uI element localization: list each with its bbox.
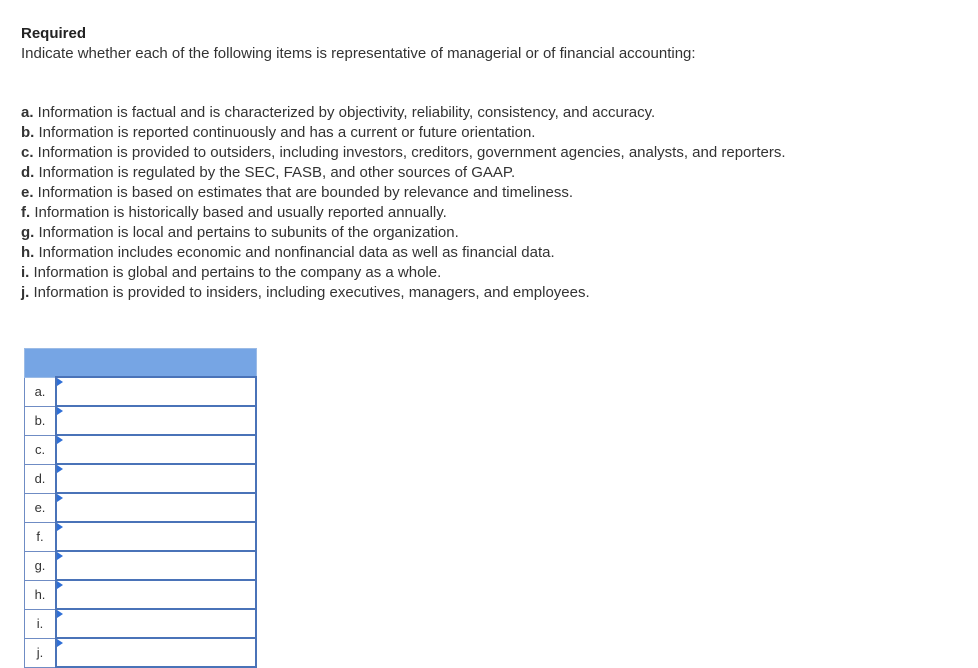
answer-row: [25, 551, 257, 580]
row-label: d.: [25, 464, 57, 493]
answer-dropdown-g[interactable]: [56, 551, 256, 580]
item-text: Information is reported continuously and has a current or future orientation.: [34, 124, 536, 141]
item-c: [21, 143, 786, 163]
item-letter: h.: [21, 244, 35, 261]
row-label: j.: [25, 638, 57, 667]
required-heading: Required: [21, 25, 87, 42]
answer-table-header-row: [25, 349, 257, 378]
answer-dropdown-f[interactable]: [56, 522, 256, 551]
answer-dropdown-j[interactable]: [56, 638, 256, 667]
dropdown-indicator-icon: [57, 494, 63, 502]
answer-row: [25, 522, 257, 551]
dropdown-indicator-icon: [57, 581, 63, 589]
row-label: h.: [25, 580, 57, 609]
item-text: Information is factual and is characterized by objectivity, reliability, consistency, and accuracy.: [33, 104, 656, 121]
answer-row: [25, 493, 257, 522]
answer-row: [25, 464, 257, 493]
row-label: i.: [25, 609, 57, 638]
answer-row: [25, 580, 257, 609]
answer-dropdown-h[interactable]: [56, 580, 256, 609]
item-letter: e.: [21, 184, 34, 201]
answer-table-header: [25, 349, 257, 378]
answer-row: [25, 377, 257, 406]
item-letter: b.: [21, 124, 35, 141]
item-a: [21, 103, 786, 123]
row-label: e.: [25, 493, 57, 522]
dropdown-indicator-icon: [57, 407, 63, 415]
answer-dropdown-e[interactable]: [56, 493, 256, 522]
dropdown-indicator-icon: [57, 639, 63, 647]
item-letter: d.: [21, 164, 35, 181]
answer-dropdown-c[interactable]: [56, 435, 256, 464]
answer-row: [25, 638, 257, 667]
answer-row: [25, 609, 257, 638]
dropdown-indicator-icon: [57, 378, 63, 386]
row-label: g.: [25, 551, 57, 580]
dropdown-indicator-icon: [57, 465, 63, 473]
item-i: [21, 263, 786, 283]
row-label: f.: [25, 522, 57, 551]
item-letter: g.: [21, 224, 35, 241]
answer-row: [25, 406, 257, 435]
item-h: [21, 243, 786, 263]
item-text: Information is provided to insiders, including executives, managers, and employees.: [29, 284, 590, 301]
item-j: [21, 283, 786, 303]
answer-dropdown-a[interactable]: [56, 377, 256, 406]
item-letter: a.: [21, 104, 34, 121]
dropdown-indicator-icon: [57, 552, 63, 560]
item-e: [21, 183, 786, 203]
answer-row: [25, 435, 257, 464]
item-letter: i.: [21, 264, 30, 281]
item-text: Information is global and pertains to the company as a whole.: [29, 264, 442, 281]
instructions-text: Indicate whether each of the following items is representative of managerial or of financial accounting:: [21, 45, 696, 62]
item-letter: c.: [21, 144, 34, 161]
item-text: Information is provided to outsiders, including investors, creditors, government agencies, analysts, and reporters.: [33, 144, 786, 161]
item-letter: f.: [21, 204, 31, 221]
row-label: c.: [25, 435, 57, 464]
item-d: [21, 163, 786, 183]
answer-dropdown-d[interactable]: [56, 464, 256, 493]
item-f: [21, 203, 786, 223]
item-g: [21, 223, 786, 243]
dropdown-indicator-icon: [57, 436, 63, 444]
item-text: Information is based on estimates that are bounded by relevance and timeliness.: [33, 184, 573, 201]
item-text: Information includes economic and nonfinancial data as well as financial data.: [34, 244, 555, 261]
answer-dropdown-b[interactable]: [56, 406, 256, 435]
item-text: Information is regulated by the SEC, FASB, and other sources of GAAP.: [34, 164, 516, 181]
item-b: [21, 123, 786, 143]
answer-dropdown-i[interactable]: [56, 609, 256, 638]
items-list: [21, 103, 786, 303]
dropdown-indicator-icon: [57, 610, 63, 618]
item-text: Information is historically based and usually reported annually.: [30, 204, 447, 221]
item-letter: j.: [21, 284, 30, 301]
item-text: Information is local and pertains to subunits of the organization.: [34, 224, 459, 241]
answer-table: [24, 348, 257, 668]
dropdown-indicator-icon: [57, 523, 63, 531]
row-label: a.: [25, 377, 57, 406]
row-label: b.: [25, 406, 57, 435]
